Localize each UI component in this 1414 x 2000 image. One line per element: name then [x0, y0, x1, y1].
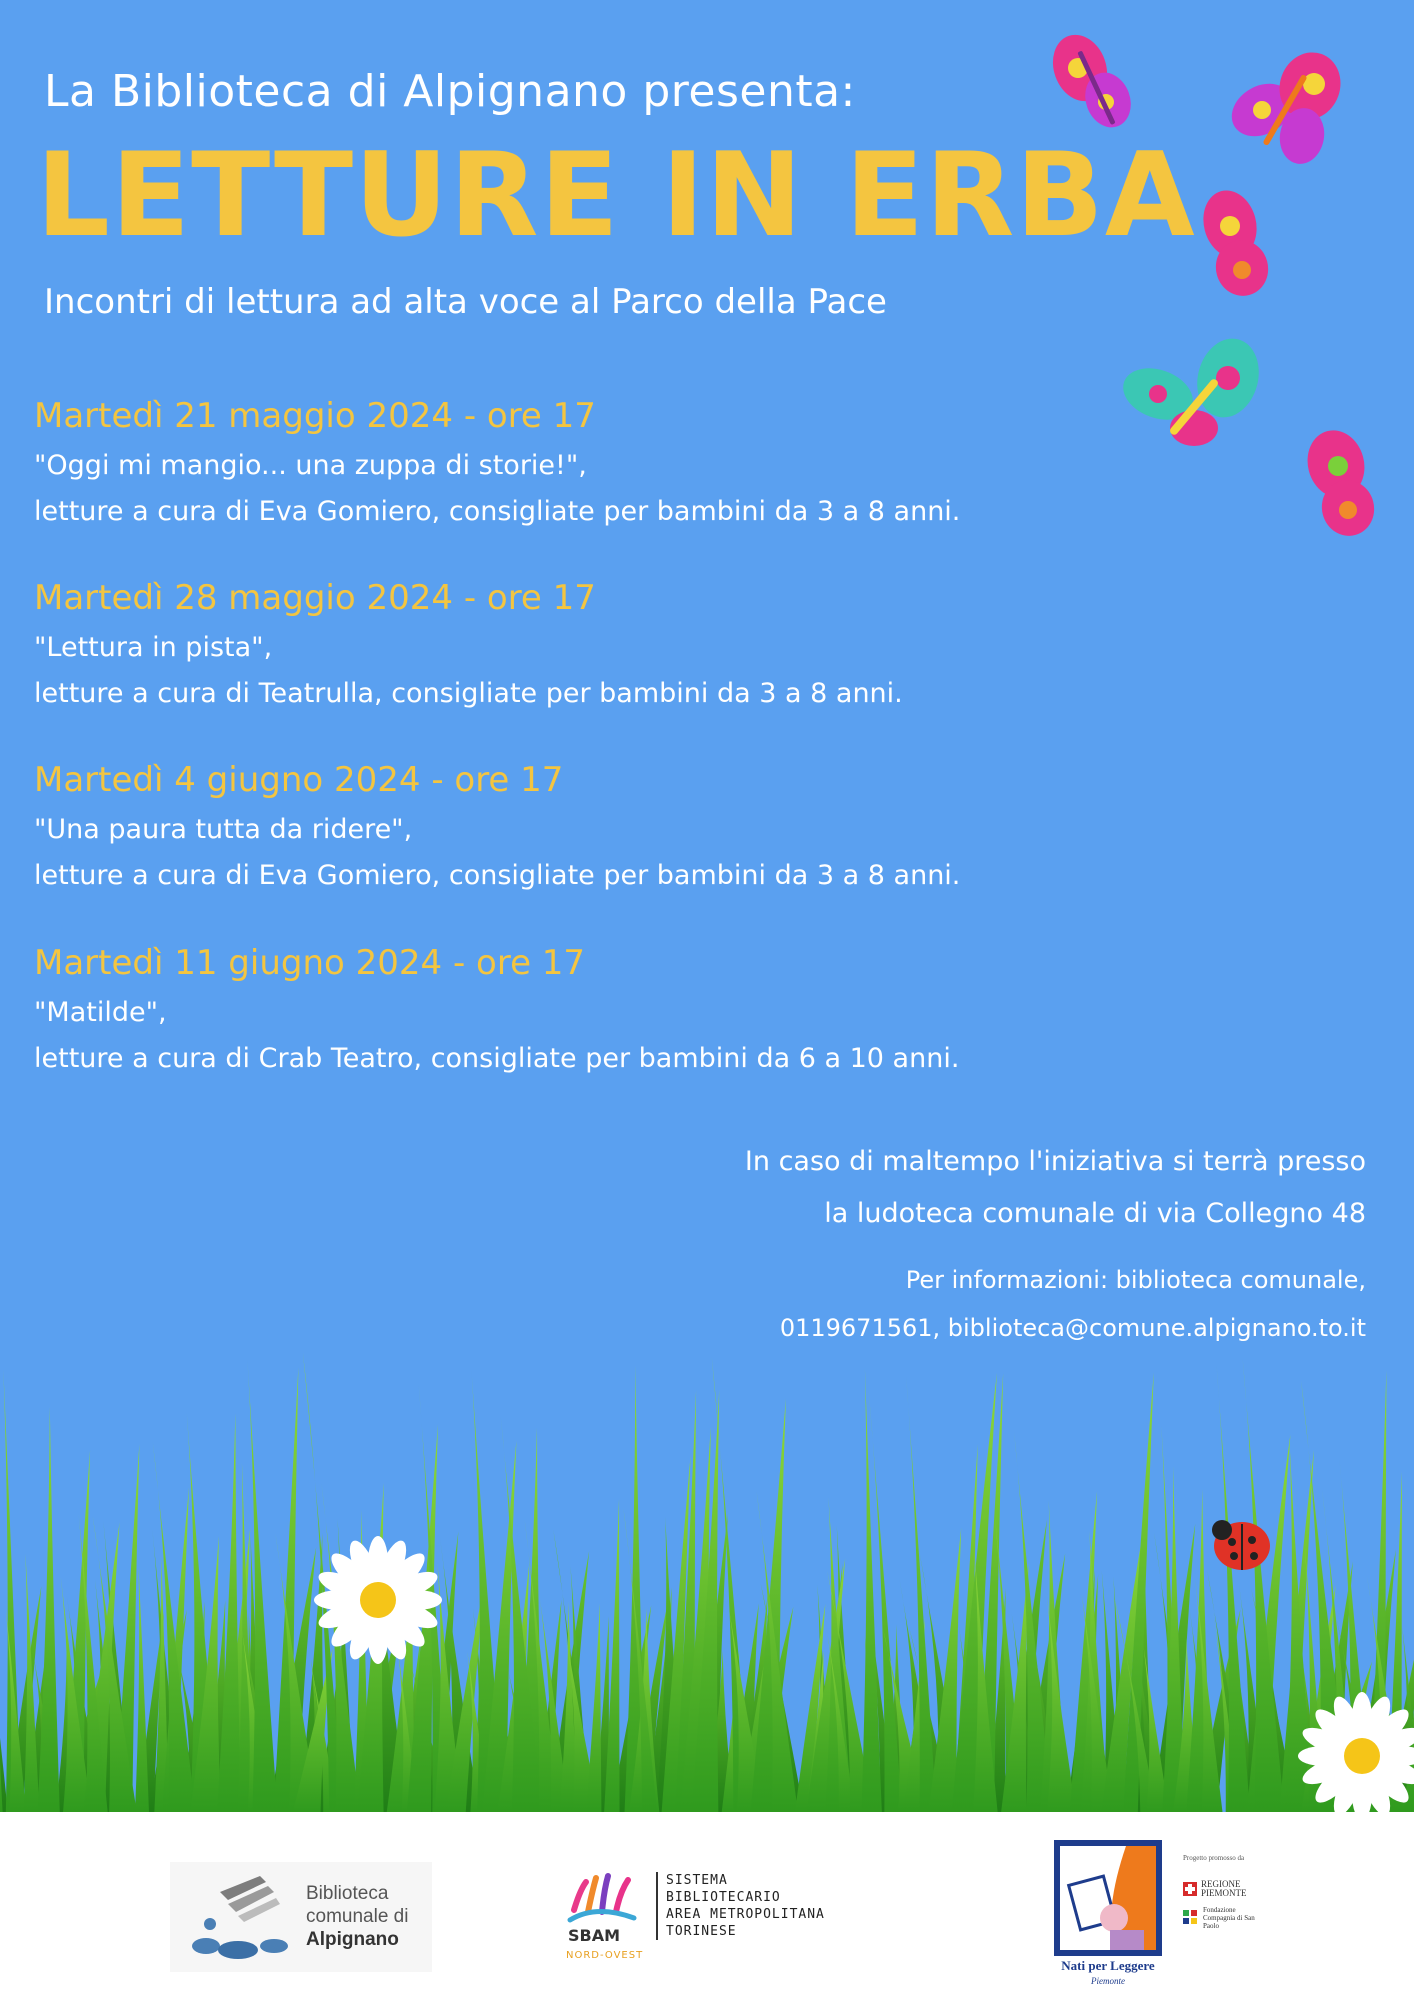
- weather-note-line: In caso di maltempo l'iniziativa si terrà presso: [744, 1146, 1366, 1177]
- daisy-icon: [314, 1536, 442, 1664]
- sbam-description-line: BIBLIOTECARIO: [666, 1890, 781, 1905]
- event-title: "Una paura tutta da ridere",: [34, 814, 413, 845]
- event-item: [34, 394, 960, 532]
- event-date: Martedì 11 giugno 2024 - ore 17: [34, 943, 586, 983]
- event-item: [34, 576, 903, 714]
- biblioteca-logo-line: Biblioteca: [306, 1883, 389, 1904]
- footer: [0, 1812, 1414, 2000]
- ladybug-icon: [1212, 1520, 1270, 1570]
- weather-note: [745, 1136, 1366, 1240]
- biblioteca-logo: [170, 1862, 432, 1972]
- page-subtitle: Incontri di lettura ad alta voce al Parco della Pace: [44, 282, 887, 322]
- sbam-description-line: SISTEMA: [666, 1873, 728, 1888]
- butterfly-icon: [1118, 332, 1268, 472]
- event-title: "Lettura in pista",: [34, 632, 273, 663]
- biblioteca-logo-line: comunale di: [306, 1906, 409, 1927]
- contact-info-line: Per informazioni: biblioteca comunale,: [905, 1266, 1366, 1294]
- grass-blade: [135, 1567, 149, 1812]
- fondazione-label: Fondazione Compagnia di San Paolo: [1203, 1906, 1255, 1930]
- event-item: [34, 941, 959, 1079]
- butterfly-icon: [1292, 424, 1384, 542]
- butterfly-icon: [1048, 28, 1138, 138]
- page-title: LETTURE IN ERBA: [36, 128, 1196, 263]
- sbam-description: [656, 1872, 825, 1940]
- event-date: Martedì 21 maggio 2024 - ore 17: [34, 396, 596, 436]
- grass-blade: [906, 1376, 936, 1812]
- partners-caption: Progetto promosso da: [1183, 1854, 1245, 1862]
- regione-piemonte-label: REGIONE PIEMONTE: [1201, 1879, 1247, 1898]
- grass-blade: [861, 1369, 881, 1812]
- butterfly-icon: [1222, 40, 1352, 170]
- sbam-description-line: AREA METROPOLITANA: [666, 1907, 825, 1922]
- partners-logos: [1183, 1854, 1303, 1974]
- contact-info-line: 0119671561, biblioteca@comune.alpignano.to.it: [779, 1314, 1366, 1342]
- book-icon: [180, 1872, 300, 1962]
- sbam-rays-icon: [566, 1870, 638, 1924]
- npl-logo: [1054, 1840, 1162, 1992]
- sbam-subtitle: NORD-OVEST: [566, 1950, 644, 1961]
- fondazione-logo: [1183, 1906, 1267, 1930]
- event-description: letture a cura di Teatrulla, consigliate per bambini da 3 a 8 anni.: [34, 678, 903, 709]
- butterfly-icon: [1190, 186, 1280, 302]
- grass-decoration: [0, 1330, 1414, 1812]
- event-date: Martedì 28 maggio 2024 - ore 17: [34, 578, 596, 618]
- weather-note-line: la ludoteca comunale di via Collegno 48: [824, 1198, 1366, 1229]
- sbam-description-line: TORINESE: [666, 1924, 737, 1939]
- fondazione-mark-icon: [1183, 1910, 1199, 1926]
- event-title: "Matilde",: [34, 997, 167, 1028]
- biblioteca-logo-line: Alpignano: [306, 1929, 399, 1950]
- event-date: Martedì 4 giugno 2024 - ore 17: [34, 760, 564, 800]
- npl-label: Nati per Leggere: [1061, 1958, 1155, 1973]
- event-description: letture a cura di Eva Gomiero, consigliate per bambini da 3 a 8 anni.: [34, 860, 961, 891]
- event-description: letture a cura di Crab Teatro, consigliate per bambini da 6 a 10 anni.: [34, 1043, 960, 1074]
- biblioteca-logo-text: [306, 1882, 408, 1951]
- grass-blade: [37, 1407, 59, 1812]
- regione-flag-icon: [1183, 1882, 1197, 1896]
- sbam-logo: [560, 1870, 860, 1970]
- event-item: [34, 758, 960, 896]
- event-description: letture a cura di Eva Gomiero, consigliate per bambini da 3 a 8 anni.: [34, 496, 961, 527]
- regione-piemonte-logo: [1183, 1880, 1271, 1898]
- sbam-name: SBAM: [568, 1926, 621, 1945]
- presenter-line: La Biblioteca di Alpignano presenta:: [44, 66, 856, 117]
- event-title: "Oggi mi mangio... una zuppa di storie!",: [34, 450, 587, 481]
- npl-signature: Piemonte: [1091, 1976, 1125, 1986]
- npl-reading-child-icon: [1054, 1840, 1162, 1956]
